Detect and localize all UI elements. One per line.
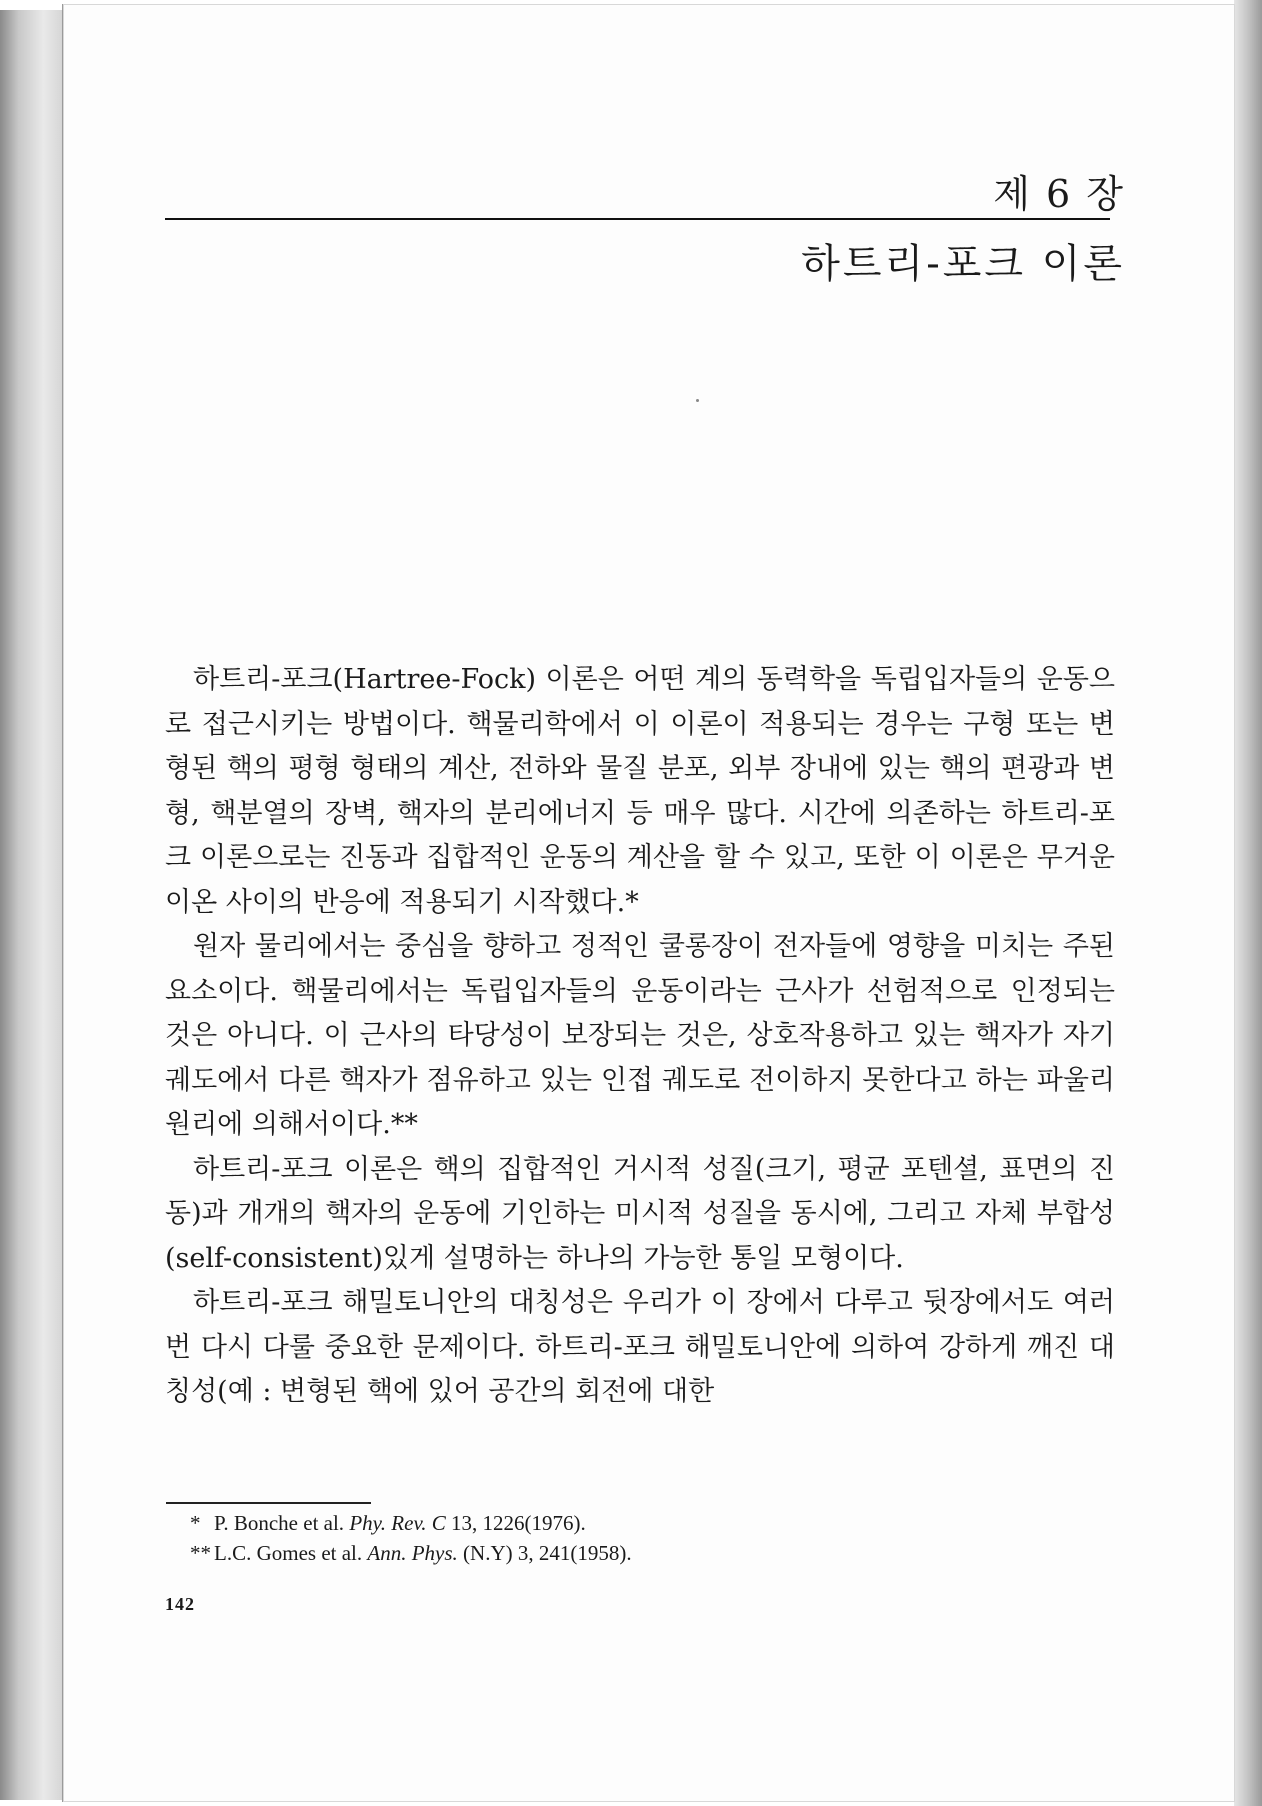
paragraph: 원자 물리에서는 중심을 향하고 정적인 쿨롱장이 전자들에 영향을 미치는 주된 요소이다. 핵물리에서는 독립입자들의 운동이라는 근사가 선험적으로 인정되는 것은 아니다. 이 근사의 타당성이 보장되는 것은, 상호작용하고 있는 핵자가 자기 궤도에서 다른 핵자가 점유하고 있는 인접 궤도로 전이하지 못한다고 하는 파울리 원리에 의해서이다.** xyxy=(165,931,1115,1140)
footnote xyxy=(190,1538,890,1568)
footnote xyxy=(190,1508,890,1538)
paragraph: 하트리-포크(Hartree-Fock) 이론은 어떤 계의 동력학을 독립입자들의 운동으로 접근시키는 방법이다. 핵물리학에서 이 이론이 적용되는 경우는 구형 또는 변형된 핵의 평형 형태의 계산, 전하와 물질 분포, 외부 장내에 있는 핵의 편광과 변형, 핵분열의 장벽, 핵자의 분리에너지 등 매우 많다. 시간에 의존하는 하트리-포크 이론으로는 진동과 집합적인 운동의 계산을 할 수 있고, 또한 이 이론은 무거운 이온 사이의 반응에 적용되기 시작했다.* xyxy=(165,664,1115,918)
footnote-ref: (N.Y) 3, 241(1958). xyxy=(457,1541,632,1565)
paragraph: 하트리-포크 이론은 핵의 집합적인 거시적 성질(크기, 평균 포텐셜, 표면의 진동)과 개개의 핵자의 운동에 기인하는 미시적 성질을 동시에, 그리고 자체 부합성(self-consistent)있게 설명하는 하나의 가능한 통일 모형이다. xyxy=(165,1153,1115,1274)
footnote-authors: L.C. Gomes et al. xyxy=(214,1541,363,1565)
chapter-divider xyxy=(165,218,1110,220)
chapter-number: 제 6 장 xyxy=(993,172,1125,216)
page-number: 142 xyxy=(165,1594,195,1614)
footnote-journal: Phy. Rev. C xyxy=(349,1511,446,1535)
footnote-mark: ** xyxy=(190,1541,211,1565)
book-spine-edge xyxy=(0,10,62,1800)
footnote-ref: 13, 1226(1976). xyxy=(445,1511,586,1535)
footnote-mark: * xyxy=(190,1511,201,1535)
footnote-authors: P. Bonche et al. xyxy=(214,1511,345,1535)
book-page-edge xyxy=(1234,0,1262,1806)
paragraph: 하트리-포크 해밀토니안의 대칭성은 우리가 이 장에서 다루고 뒷장에서도 여러 번 다시 다룰 중요한 문제이다. 하트리-포크 해밀토니안에 의하여 강하게 깨진 대칭성(예 : 변형된 핵에 있어 공간의 회전에 대한 xyxy=(165,1287,1115,1407)
footnotes xyxy=(190,1508,890,1568)
page-speck xyxy=(696,399,699,402)
body-text xyxy=(165,658,1115,1415)
footnote-journal: Ann. Phys. xyxy=(367,1541,458,1565)
chapter-title: 하트리-포크 이론 xyxy=(801,241,1125,287)
footnote-divider xyxy=(166,1502,371,1504)
